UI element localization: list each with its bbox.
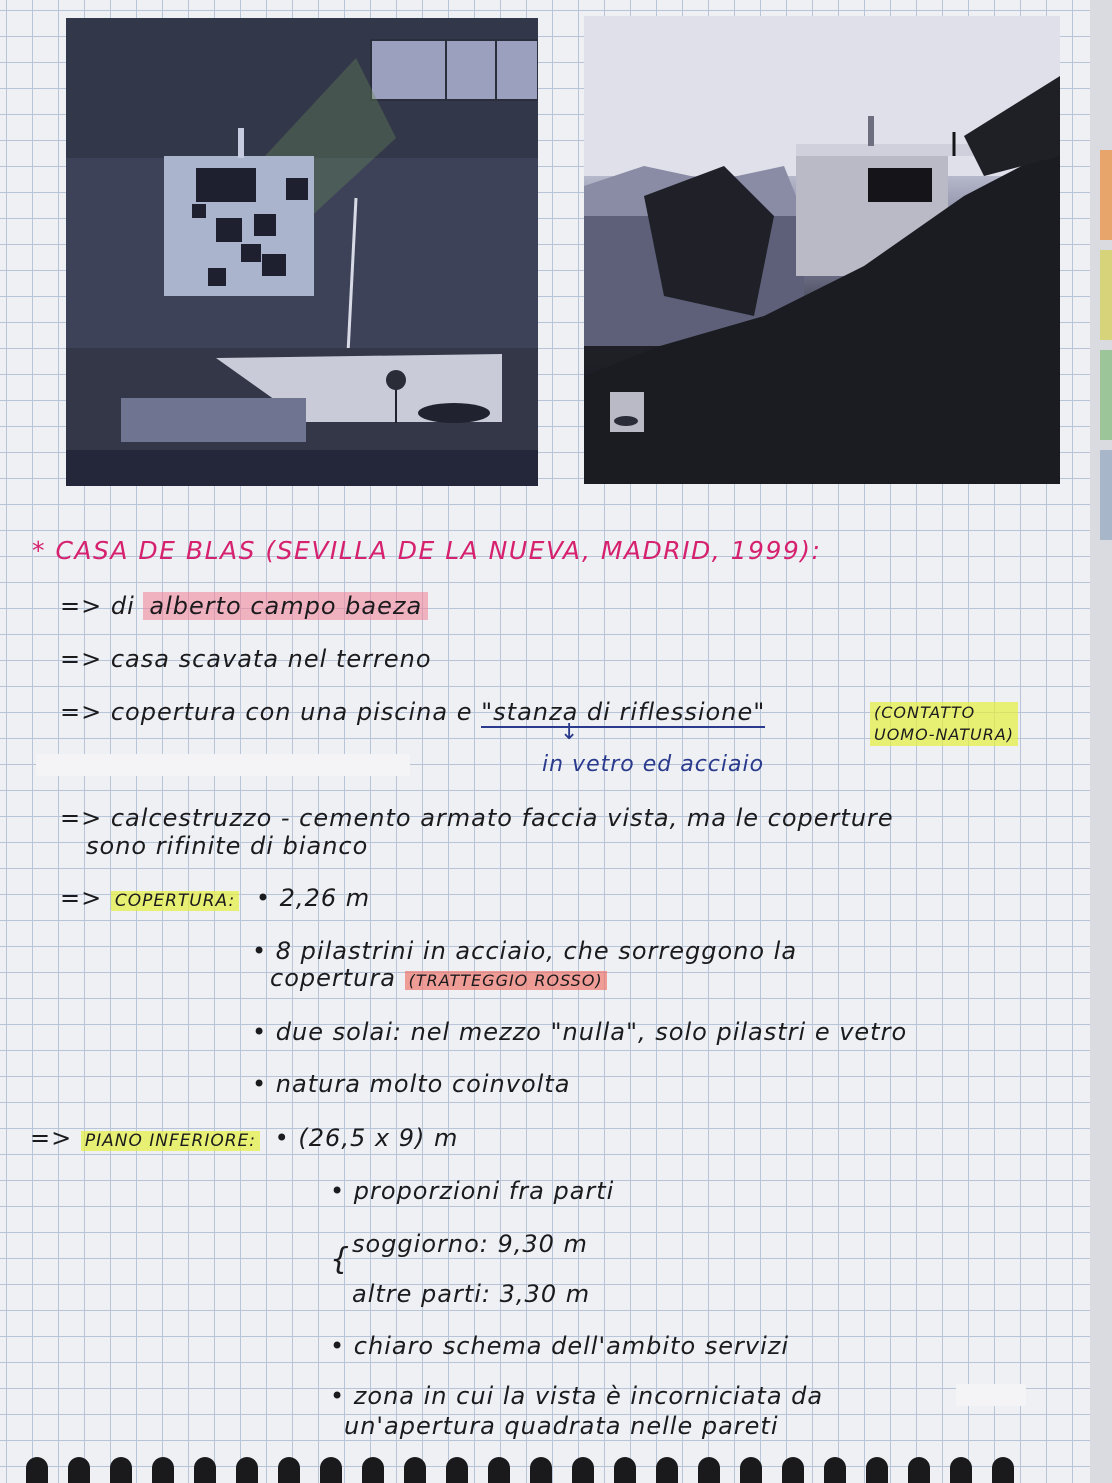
house-section-photo [584, 16, 1060, 484]
contact-tag-line-b: UOMO-NATURA) [870, 724, 1018, 746]
roof-pillars-a: • 8 pilastrini in acciaio, che sorreggono la [252, 937, 798, 965]
roof-label: COPERTURA: [111, 891, 239, 911]
page-edge [1090, 0, 1112, 1483]
roof-nature: • natura molto coinvolta [252, 1070, 571, 1098]
services-scheme: • chiaro schema dell'ambito servizi [330, 1332, 790, 1360]
house-elevation-drawing [66, 18, 538, 486]
roof-pool-prefix: => copertura con una piscina e [60, 698, 473, 726]
page-title: * CASA DE BLAS (SEVILLA DE LA NUEVA, MADRID, 1999): [32, 536, 822, 565]
contact-tag-line-a: (CONTATTO [870, 702, 1018, 724]
divider-tab [1100, 350, 1112, 440]
contact-tag [870, 702, 1018, 746]
brace-icon: { [330, 1242, 351, 1277]
red-dash-tag: (TRATTEGGIO ROSSO) [405, 971, 607, 990]
arrow-down-icon: ↓ [560, 720, 580, 745]
glass-steel-note: in vetro ed acciaio [542, 752, 765, 777]
author-name: alberto campo baeza [143, 592, 428, 620]
roof-height: • 2,26 m [255, 884, 371, 912]
note-line-excavated: => casa scavata nel terreno [60, 645, 432, 673]
reflection-room: "stanza di riflessione" [481, 698, 766, 726]
divider-tab [1100, 450, 1112, 540]
arrow-icon: => [30, 1124, 81, 1152]
house-section-drawing [584, 16, 1060, 484]
redacted-area [36, 754, 410, 776]
framed-view-b: un'apertura quadrata nelle pareti [344, 1412, 779, 1440]
note-line-concrete-a: => calcestruzzo - cemento armato faccia vista, ma le coperture [60, 804, 894, 832]
other-parts-height: altre parti: 3,30 m [352, 1280, 591, 1308]
roof-section [60, 884, 370, 912]
arrow-icon: => [60, 884, 111, 912]
lower-floor-size: • (26,5 x 9) m [274, 1124, 459, 1152]
redacted-area [956, 1384, 1026, 1406]
lower-floor-label: PIANO INFERIORE: [81, 1131, 260, 1151]
roof-slabs: • due solai: nel mezzo "nulla", solo pilastri e vetro [252, 1018, 908, 1046]
divider-tab [1100, 150, 1112, 240]
author-prefix: => di [60, 592, 135, 620]
divider-tab [1100, 250, 1112, 340]
note-line-author [60, 592, 428, 620]
note-line-roof-pool [60, 698, 765, 726]
roof-pillars-b-text: copertura [270, 964, 396, 992]
roof-pillars-b [270, 964, 607, 992]
framed-view-a: • zona in cui la vista è incorniciata da [330, 1382, 824, 1410]
lower-floor-proportions: • proporzioni fra parti [330, 1177, 615, 1205]
house-elevation-photo [66, 18, 538, 486]
note-line-concrete-b: sono rifinite di bianco [86, 832, 369, 860]
lower-floor-section [30, 1124, 458, 1152]
living-room-height: soggiorno: 9,30 m [352, 1230, 588, 1258]
